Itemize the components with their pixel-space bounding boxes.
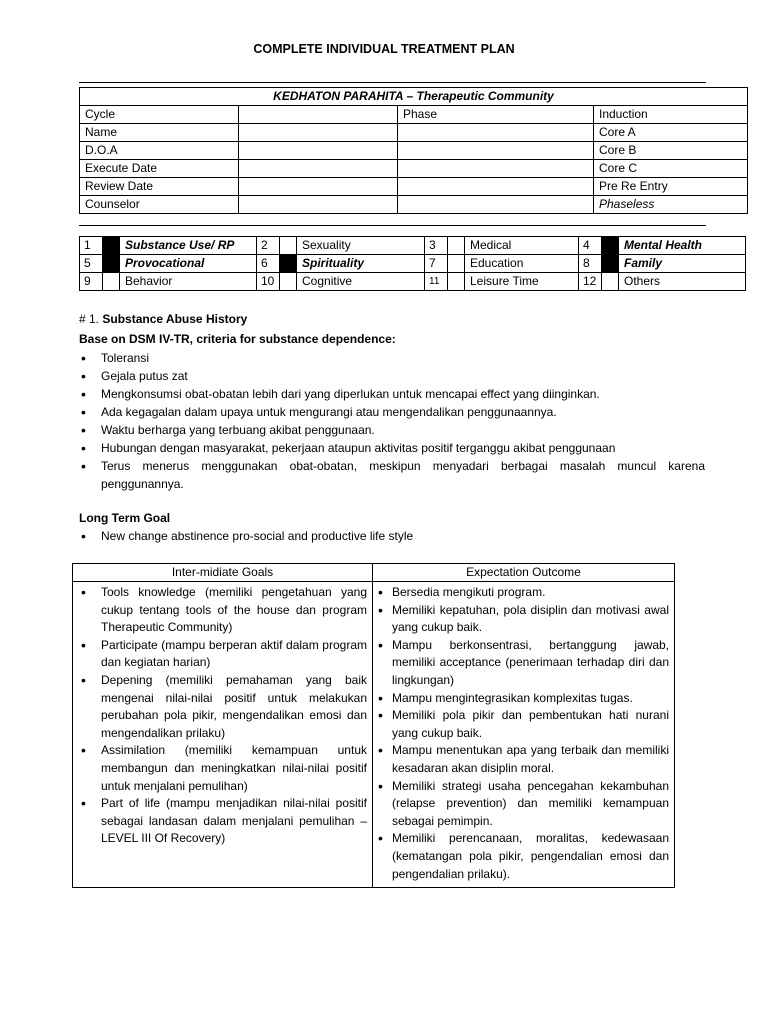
area-label: Cognitive bbox=[297, 273, 425, 291]
phase-cell bbox=[398, 196, 594, 214]
expectation-outcome-cell bbox=[373, 582, 675, 888]
area-number: 12 bbox=[579, 273, 602, 291]
expectation-outcome-item: • Mampu menentukan apa yang terbaik dan memiliki kesadaran akan disiplin moral. bbox=[378, 742, 669, 777]
intermediate-goal-item: • Assimilation (memiliki kemampuan untuk membangun dan meningkatkan nilai-nilai positif untuk menjalani pemulihan) bbox=[78, 742, 367, 795]
area-checkbox[interactable] bbox=[448, 255, 465, 273]
criteria-item: • Terus menerus menggunakan obat-obatan, meskipun menyadari berbagai masalah muncul karena penggunannya. bbox=[79, 457, 705, 493]
intermediate-goal-item: • Part of life (mampu menjadikan nilai-nilai positif sebagai landasan dalam menjalani pemulihan – LEVEL III Of Recovery) bbox=[78, 795, 367, 848]
area-checkbox[interactable] bbox=[280, 237, 297, 255]
area-checkbox[interactable] bbox=[103, 237, 120, 255]
criteria-item: • Toleransi bbox=[79, 349, 705, 367]
problem-area-row bbox=[80, 255, 746, 273]
area-label: Leisure Time bbox=[465, 273, 579, 291]
field-value-cell[interactable] bbox=[239, 106, 398, 124]
field-label: Review Date bbox=[80, 178, 239, 196]
criteria-item: • Ada kegagalan dalam upaya untuk mengurangi atau mengendalikan penggunaannya. bbox=[79, 403, 705, 421]
field-value-cell[interactable] bbox=[239, 178, 398, 196]
info-table-row bbox=[80, 142, 748, 160]
intermediate-goals-cell bbox=[73, 582, 373, 888]
phase-cell bbox=[398, 124, 594, 142]
intermediate-goal-item: • Tools knowledge (memiliki pengetahuan yang cukup tentang tools of the house dan program Therapeutic Community) bbox=[78, 584, 367, 637]
area-checkbox[interactable] bbox=[103, 273, 120, 291]
field-value-cell[interactable] bbox=[239, 142, 398, 160]
area-number: 4 bbox=[579, 237, 602, 255]
problem-area-table bbox=[79, 236, 746, 291]
area-label: Family bbox=[619, 255, 746, 273]
area-checkbox[interactable] bbox=[103, 255, 120, 273]
long-term-goal-heading: Long Term Goal bbox=[79, 511, 171, 525]
area-number: 8 bbox=[579, 255, 602, 273]
dependence-criteria-list bbox=[79, 349, 705, 493]
field-label: Counselor bbox=[80, 196, 239, 214]
field-label: Name bbox=[80, 124, 239, 142]
expectation-outcome-item: • Memiliki pola pikir dan pembentukan hati nurani yang cukup baik. bbox=[378, 707, 669, 742]
area-number: 3 bbox=[425, 237, 448, 255]
info-table-row bbox=[80, 160, 748, 178]
area-label: Medical bbox=[465, 237, 579, 255]
intermediate-goal-item: • Participate (mampu berperan aktif dalam program dan kegiatan harian) bbox=[78, 637, 367, 672]
phase-option: Core C bbox=[594, 160, 748, 178]
intermediate-goals-header: Inter-midiate Goals bbox=[73, 564, 373, 582]
expectation-outcome-item: • Memiliki perencanaan, moralitas, kedewasaan (kematangan pola pikir, pengendalian emosi dan pengendalian prilaku). bbox=[378, 830, 669, 883]
area-checkbox[interactable] bbox=[602, 273, 619, 291]
area-label: Spirituality bbox=[297, 255, 425, 273]
area-checkbox[interactable] bbox=[280, 255, 297, 273]
area-checkbox[interactable] bbox=[448, 237, 465, 255]
section-number: # 1. bbox=[79, 312, 100, 326]
long-term-goal-list bbox=[79, 527, 705, 545]
expectation-outcome-item: • Memiliki kepatuhan, pola disiplin dan motivasi awal yang cukup baik. bbox=[378, 602, 669, 637]
section-1-subheading: Base on DSM IV-TR, criteria for substance dependence: bbox=[79, 332, 396, 346]
area-label: Provocational bbox=[120, 255, 257, 273]
section-title: Substance Abuse History bbox=[102, 312, 248, 326]
area-label: Education bbox=[465, 255, 579, 273]
expectation-outcome-item: • Memiliki strategi usaha pencegahan kekambuhan (relapse prevention) dan memiliki kemampuan sebagai pemimpin. bbox=[378, 778, 669, 831]
info-table-row bbox=[80, 178, 748, 196]
info-table-row bbox=[80, 196, 748, 214]
area-checkbox[interactable] bbox=[280, 273, 297, 291]
area-number: 9 bbox=[80, 273, 103, 291]
area-number: 2 bbox=[257, 237, 280, 255]
divider-line bbox=[79, 82, 706, 83]
phase-cell: Phase bbox=[398, 106, 594, 124]
area-number: 1 bbox=[80, 237, 103, 255]
field-value-cell[interactable] bbox=[239, 160, 398, 178]
area-checkbox[interactable] bbox=[602, 237, 619, 255]
goals-table-header-row bbox=[73, 564, 675, 582]
divider-line bbox=[79, 225, 706, 226]
goals-table-body-row bbox=[73, 582, 675, 888]
area-number: 6 bbox=[257, 255, 280, 273]
field-label: Execute Date bbox=[80, 160, 239, 178]
area-checkbox[interactable] bbox=[448, 273, 465, 291]
goals-table bbox=[72, 563, 675, 888]
problem-area-row bbox=[80, 237, 746, 255]
area-number: 11 bbox=[425, 273, 448, 291]
long-term-goal-item: • New change abstinence pro-social and productive life style bbox=[79, 527, 705, 545]
phase-option: Induction bbox=[594, 106, 748, 124]
phase-option: Phaseless bbox=[594, 196, 748, 214]
area-checkbox[interactable] bbox=[602, 255, 619, 273]
expectation-outcome-item: • Mampu berkonsentrasi, bertanggung jawab, memiliki acceptance (penerimaan terhadap diri dan lingkungan) bbox=[378, 637, 669, 690]
intermediate-goals-list bbox=[78, 584, 367, 848]
area-label: Mental Health bbox=[619, 237, 746, 255]
criteria-item: • Hubungan dengan masyarakat, pekerjaan ataupun aktivitas positif terganggu akibat penggunaan bbox=[79, 439, 705, 457]
problem-area-row bbox=[80, 273, 746, 291]
info-table-row bbox=[80, 106, 748, 124]
area-label: Substance Use/ RP bbox=[120, 237, 257, 255]
phase-cell bbox=[398, 142, 594, 160]
expectation-outcome-item: • Mampu mengintegrasikan komplexitas tugas. bbox=[378, 690, 669, 708]
section-1-heading bbox=[79, 312, 247, 326]
field-label: D.O.A bbox=[80, 142, 239, 160]
criteria-item: • Gejala putus zat bbox=[79, 367, 705, 385]
phase-cell bbox=[398, 160, 594, 178]
area-label: Behavior bbox=[120, 273, 257, 291]
field-value-cell[interactable] bbox=[239, 196, 398, 214]
field-value-cell[interactable] bbox=[239, 124, 398, 142]
program-name: KEDHATON PARAHITA – Therapeutic Community bbox=[80, 88, 748, 106]
expectation-outcome-item: • Bersedia mengikuti program. bbox=[378, 584, 669, 602]
area-number: 5 bbox=[80, 255, 103, 273]
criteria-item: • Mengkonsumsi obat-obatan lebih dari yang diperlukan untuk mencapai effect yang diinginkan. bbox=[79, 385, 705, 403]
info-table-header-row bbox=[80, 88, 748, 106]
field-label: Cycle bbox=[80, 106, 239, 124]
area-label: Sexuality bbox=[297, 237, 425, 255]
area-number: 7 bbox=[425, 255, 448, 273]
phase-cell bbox=[398, 178, 594, 196]
expectation-outcome-list bbox=[378, 584, 669, 883]
area-label: Others bbox=[619, 273, 746, 291]
document-title: COMPLETE INDIVIDUAL TREATMENT PLAN bbox=[253, 42, 515, 56]
info-table-row bbox=[80, 124, 748, 142]
criteria-item: • Waktu berharga yang terbuang akibat penggunaan. bbox=[79, 421, 705, 439]
intermediate-goal-item: • Depening (memiliki pemahaman yang baik mengenai nilai-nilai positif untuk melakukan perubahan pola pikir, mengendalikan emosi dan mengendalikan prilaku) bbox=[78, 672, 367, 742]
phase-option: Core A bbox=[594, 124, 748, 142]
area-number: 10 bbox=[257, 273, 280, 291]
phase-option: Pre Re Entry bbox=[594, 178, 748, 196]
expectation-outcome-header: Expectation Outcome bbox=[373, 564, 675, 582]
phase-option: Core B bbox=[594, 142, 748, 160]
client-info-table bbox=[79, 87, 748, 214]
